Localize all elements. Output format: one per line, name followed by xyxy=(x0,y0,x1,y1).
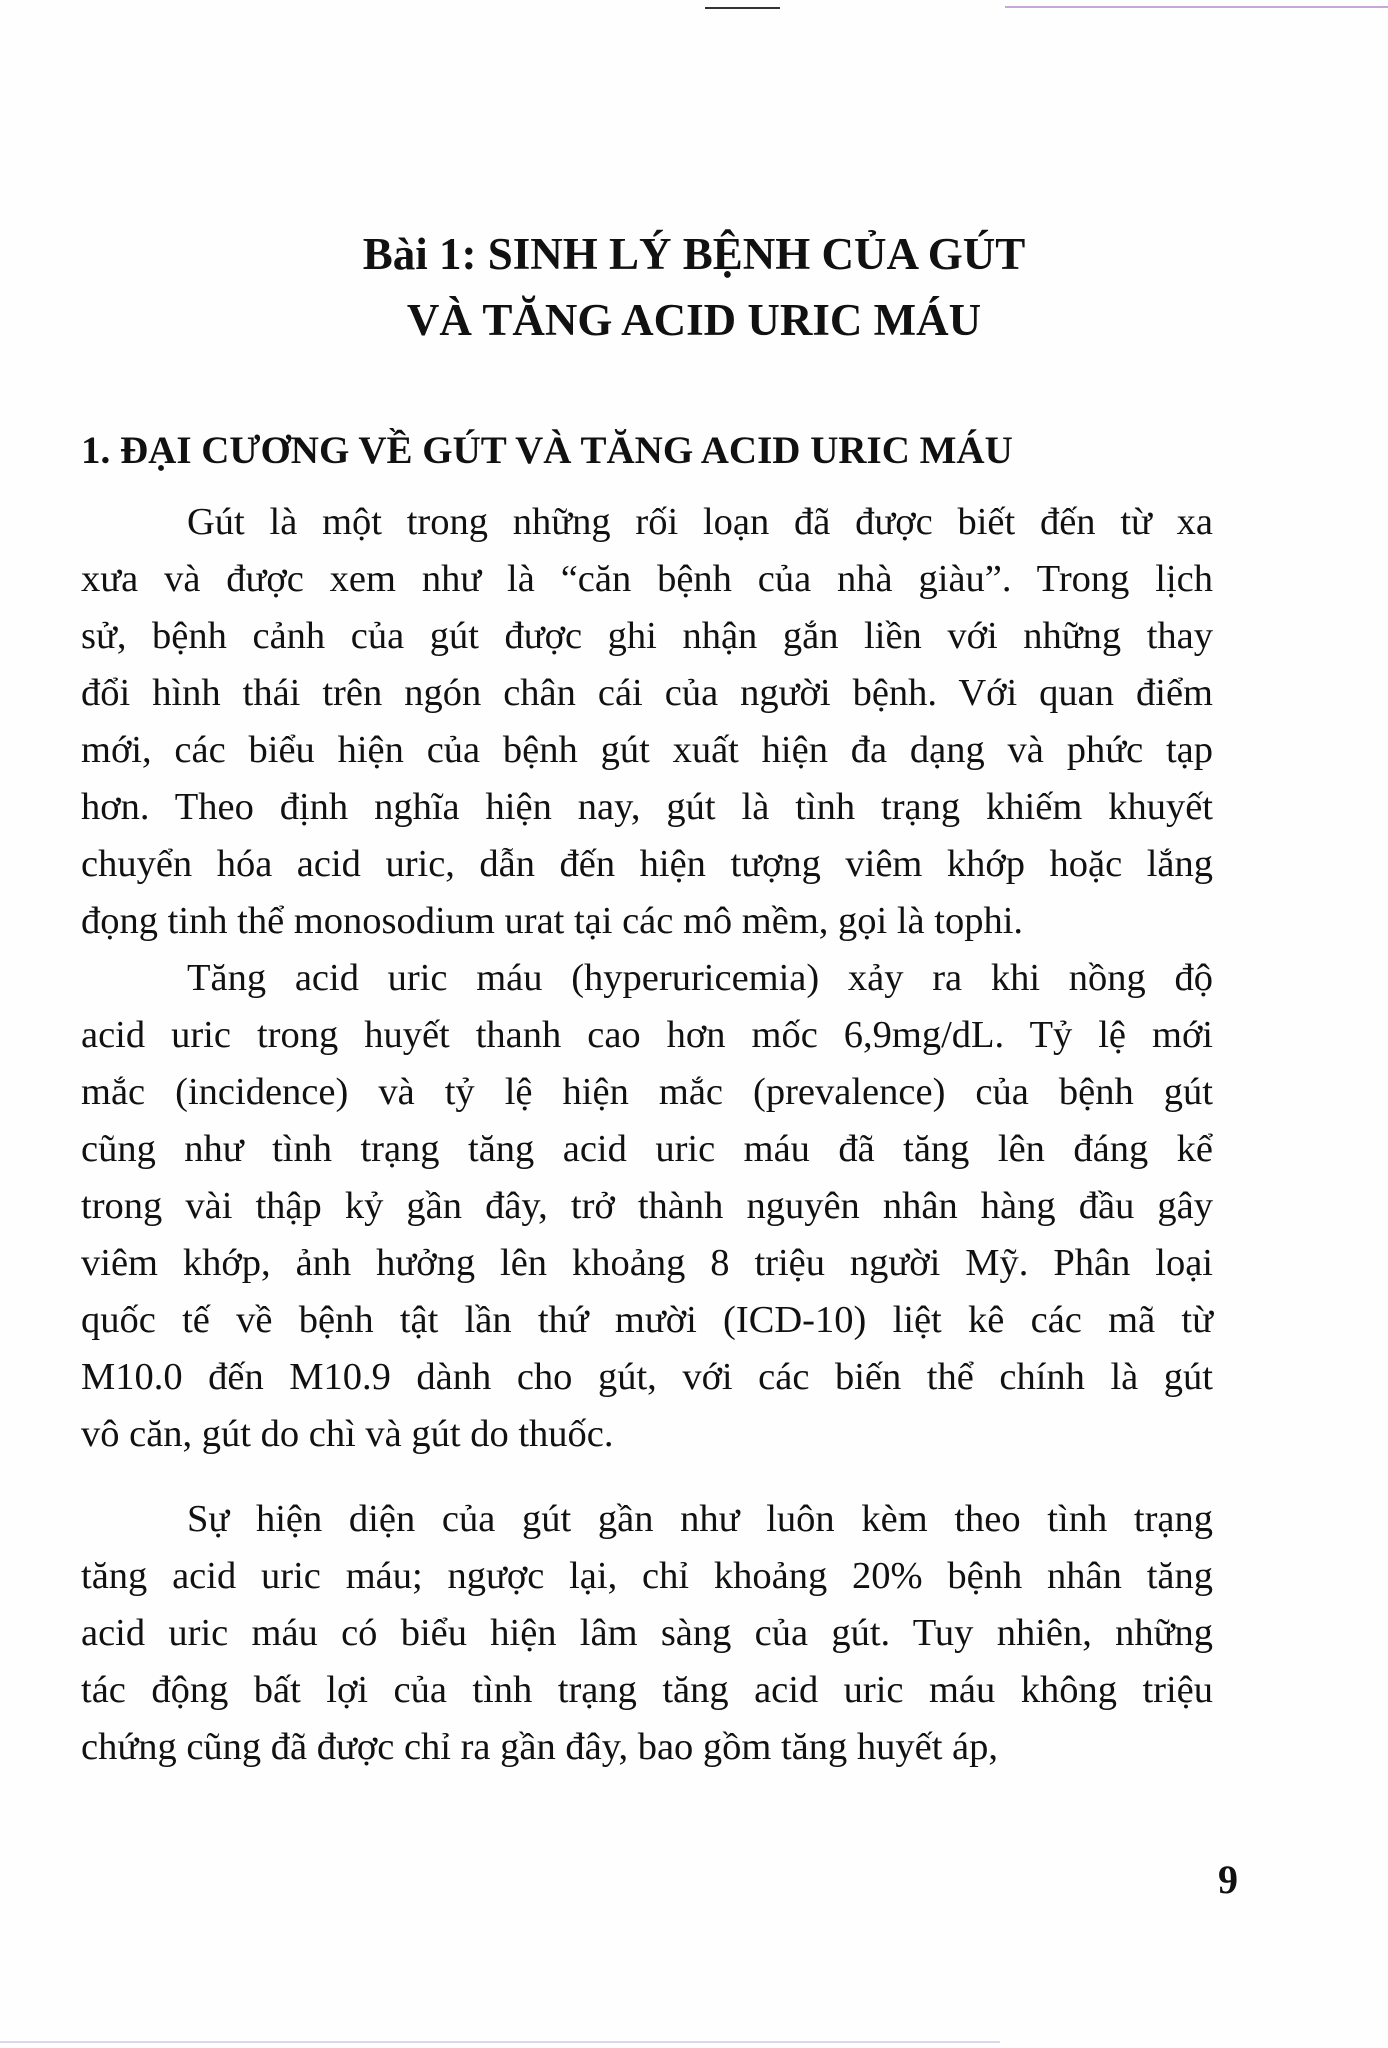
text-line: Tăng acid uric máu (hyperuricemia) xảy ra khi nồng độ xyxy=(187,957,1213,999)
text-line: chuyển hóa acid uric, dẫn đến hiện tượng viêm khớp hoặc lắng xyxy=(81,843,1213,885)
text-line: đọng tinh thể monosodium urat tại các mô mềm, gọi là tophi. xyxy=(81,900,1024,942)
text-line: acid uric trong huyết thanh cao hơn mốc 6,9mg/dL. Tỷ lệ mới xyxy=(81,1014,1213,1056)
text-line: mới, các biểu hiện của bệnh gút xuất hiện đa dạng và phức tạp xyxy=(81,729,1213,771)
scan-artifact-line xyxy=(0,2041,1000,2043)
text-line: viêm khớp, ảnh hưởng lên khoảng 8 triệu người Mỹ. Phân loại xyxy=(81,1242,1213,1284)
page-number: 9 xyxy=(1218,1857,1238,1902)
paragraph-2 xyxy=(81,950,1213,1463)
text-line: M10.0 đến M10.9 dành cho gút, với các biến thể chính là gút xyxy=(81,1356,1213,1398)
section-heading: 1. ĐẠI CƯƠNG VỀ GÚT VÀ TĂNG ACID URIC MÁU xyxy=(81,429,1013,472)
chapter-title-line-2: VÀ TĂNG ACID URIC MÁU xyxy=(406,295,982,345)
chapter-title-line-1: Bài 1: SINH LÝ BỆNH CỦA GÚT xyxy=(362,229,1026,279)
paragraph-1 xyxy=(81,494,1213,950)
text-line: Sự hiện diện của gút gần như luôn kèm theo tình trạng xyxy=(187,1498,1213,1540)
text-line: chứng cũng đã được chỉ ra gần đây, bao gồm tăng huyết áp, xyxy=(81,1726,999,1768)
text-line: đổi hình thái trên ngón chân cái của người bệnh. Với quan điểm xyxy=(81,672,1213,714)
text-line: Gút là một trong những rối loạn đã được biết đến từ xa xyxy=(187,501,1213,543)
text-line: tác động bất lợi của tình trạng tăng acid uric máu không triệu xyxy=(81,1669,1213,1711)
text-line: xưa và được xem như là “căn bệnh của nhà giàu”. Trong lịch xyxy=(81,558,1213,600)
scan-artifact-line xyxy=(1005,6,1388,8)
scan-artifact-line xyxy=(705,7,780,9)
text-line: cũng như tình trạng tăng acid uric máu đã tăng lên đáng kể xyxy=(81,1128,1213,1170)
text-line: hơn. Theo định nghĩa hiện nay, gút là tình trạng khiếm khuyết xyxy=(81,786,1213,828)
text-line: vô căn, gút do chì và gút do thuốc. xyxy=(81,1413,614,1455)
text-line: sử, bệnh cảnh của gút được ghi nhận gắn liền với những thay xyxy=(81,615,1213,657)
text-line: acid uric máu có biểu hiện lâm sàng của gút. Tuy nhiên, những xyxy=(81,1612,1213,1654)
text-line: tăng acid uric máu; ngược lại, chỉ khoảng 20% bệnh nhân tăng xyxy=(81,1555,1213,1597)
text-line: quốc tế về bệnh tật lần thứ mười (ICD-10) liệt kê các mã từ xyxy=(81,1299,1213,1341)
text-line: mắc (incidence) và tỷ lệ hiện mắc (prevalence) của bệnh gút xyxy=(81,1071,1213,1113)
text-line: trong vài thập kỷ gần đây, trở thành nguyên nhân hàng đầu gây xyxy=(81,1185,1213,1227)
paragraph-3 xyxy=(81,1491,1213,1776)
